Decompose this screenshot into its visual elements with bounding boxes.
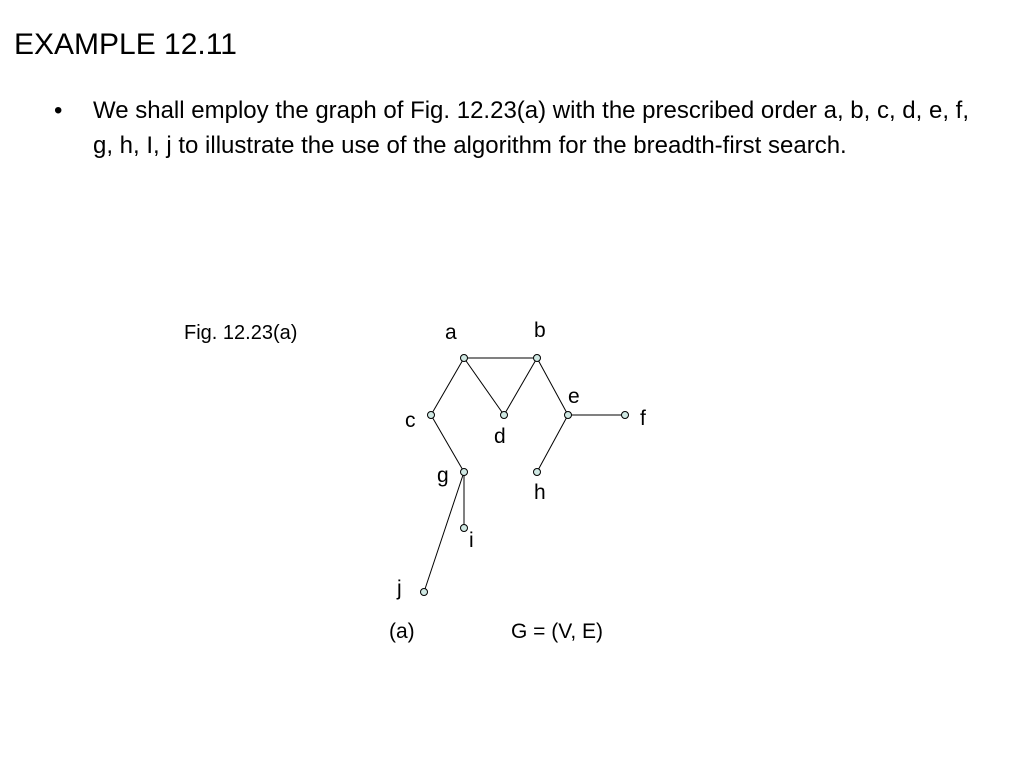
vertex-i	[461, 525, 468, 532]
vertex-j	[421, 589, 428, 596]
edge-b-d	[504, 358, 537, 415]
vertex-e	[565, 412, 572, 419]
bullet-text: We shall employ the graph of Fig. 12.23(a) with the prescribed order a, b, c, d, e, f, g, h, I, j to illustrate the use of the algorithm for the breadth-first search.	[93, 97, 969, 159]
vertex-d	[501, 412, 508, 419]
edge-a-d	[464, 358, 504, 415]
edge-b-e	[537, 358, 568, 415]
vertex-h	[534, 469, 541, 476]
figure-sublabel: (a)	[389, 620, 415, 643]
edge-a-c	[431, 358, 464, 415]
edge-e-h	[537, 415, 568, 472]
vertex-label-d: d	[494, 425, 506, 448]
vertex-g	[461, 469, 468, 476]
vertex-f	[622, 412, 629, 419]
vertex-label-b: b	[534, 319, 546, 342]
vertex-label-j: j	[397, 577, 402, 600]
graph-definition-label: G = (V, E)	[511, 620, 604, 643]
vertex-label-f: f	[640, 407, 646, 430]
vertex-b	[534, 355, 541, 362]
vertex-label-g: g	[437, 464, 449, 487]
bullet-dot-icon: •	[54, 97, 63, 124]
labels-layer	[396, 319, 646, 600]
slide-title: EXAMPLE 12.11	[14, 28, 237, 61]
vertex-label-a: a	[445, 321, 457, 344]
vertex-c	[428, 412, 435, 419]
vertex-label-h: h	[534, 481, 546, 504]
figure-caption: Fig. 12.23(a)	[184, 322, 298, 344]
vertices-layer	[421, 355, 629, 596]
vertex-label-c: c	[405, 409, 416, 432]
vertex-label-e: e	[568, 385, 580, 408]
edge-g-j	[424, 472, 464, 592]
vertex-label-i: i	[469, 529, 474, 552]
vertex-a	[461, 355, 468, 362]
edges-layer	[424, 358, 625, 592]
